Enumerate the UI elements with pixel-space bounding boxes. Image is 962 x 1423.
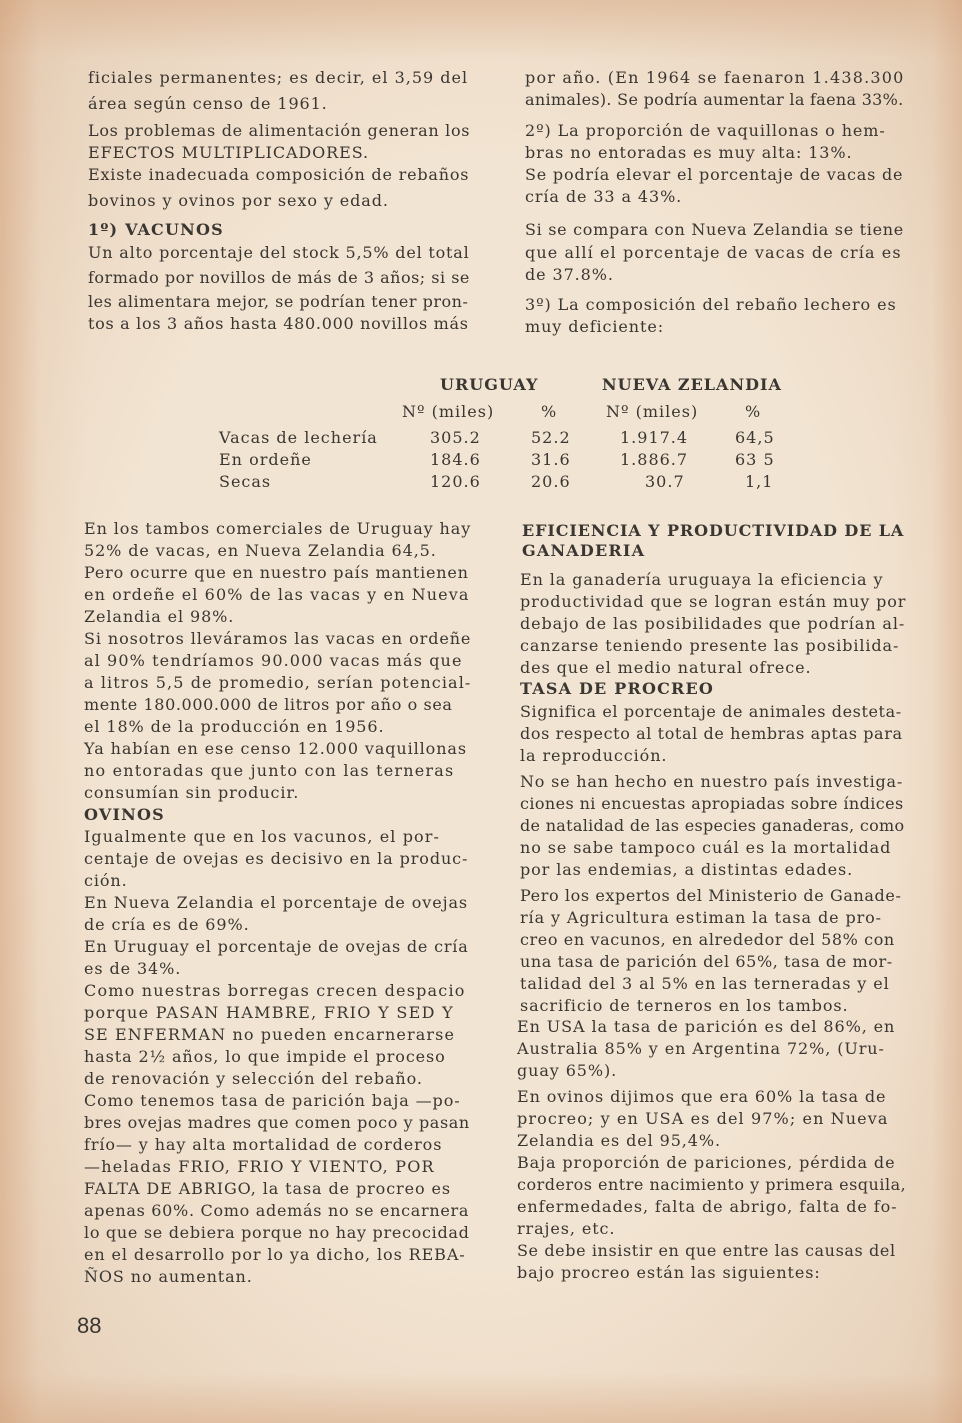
right-bottom-line: talidad del 3 al 5% en las terneradas y el: [520, 974, 890, 993]
right-top-line-9: de 37.8%.: [525, 265, 614, 284]
left-bottom-line: ÑOS no aumentan.: [84, 1267, 253, 1286]
right-bottom-line: En ovinos dijimos que era 60% la tasa de: [517, 1087, 887, 1106]
table-cell: 63 5: [735, 450, 775, 469]
right-top-line-7: Si se compara con Nueva Zelandia se tiene: [525, 220, 904, 239]
left-bottom-line: ción.: [84, 871, 128, 890]
table-row-label: Vacas de lechería: [219, 428, 378, 447]
left-bottom-line: —heladas FRIO, FRIO Y VIENTO, POR: [84, 1157, 435, 1176]
right-bottom-line: de natalidad de las especies ganaderas, como: [520, 816, 905, 835]
right-bottom-line: No se han hecho en nuestro país investiga-: [520, 772, 904, 791]
left-bottom-line: En Nueva Zelandia el porcentaje de ovejas: [84, 893, 469, 912]
table-col-nz-pct: %: [745, 402, 762, 421]
table-header-uruguay: URUGUAY: [440, 375, 539, 394]
right-bottom-line: Australia 85% y en Argentina 72%, (Uru-: [517, 1039, 885, 1058]
left-top-line-10: les alimentara mejor, se podrían tener pron-: [88, 292, 469, 311]
left-bottom-line: porque PASAN HAMBRE, FRIO Y SED Y: [84, 1003, 454, 1022]
right-bottom-line: por las endemias, a distintas edades.: [520, 860, 854, 879]
right-bottom-line: no se sabe tampoco cuál es la mortalidad: [520, 838, 892, 857]
right-bottom-line: enfermedades, falta de abrigo, falta de fo-: [517, 1197, 898, 1216]
right-bottom-line: creo en vacunos, en alrededor del 58% con: [520, 930, 895, 949]
left-bottom-line: Si nosotros lleváramos las vacas en ordeñe: [84, 629, 472, 648]
left-bottom-line: hasta 2½ años, lo que impide el proceso: [84, 1047, 446, 1066]
right-top-line-5: Se podría elevar el porcentaje de vacas de: [525, 165, 904, 184]
table-cell: 1.917.4: [620, 428, 689, 447]
left-bottom-line: el 18% de la producción en 1956.: [84, 717, 385, 736]
table-row-label: Secas: [219, 472, 272, 491]
table-cell: 184.6: [430, 450, 481, 469]
right-bottom-line: ría y Agricultura estiman la tasa de pro-: [520, 908, 882, 927]
left-bottom-line: frío— y hay alta mortalidad de corderos: [84, 1135, 443, 1154]
left-bottom-line: Zelandia el 98%.: [84, 607, 235, 626]
right-bottom-line: sacrificio de terneros en los tambos.: [520, 996, 849, 1015]
left-bottom-line: centaje de ovejas es decisivo en la produc-: [84, 849, 469, 868]
left-top-line-2: área según censo de 1961.: [88, 94, 328, 113]
left-bottom-line: de renovación y selección del rebaño.: [84, 1069, 423, 1088]
right-top-line-2: animales). Se podría aumentar la faena 33%.: [525, 90, 904, 109]
table-cell: 52.2: [531, 428, 571, 447]
left-bottom-line: Como nuestras borregas crecen despacio: [84, 981, 466, 1000]
left-bottom-line: Como tenemos tasa de parición baja —po-: [84, 1091, 461, 1110]
right-top-line-4: bras no entoradas es muy alta: 13%.: [525, 143, 853, 162]
left-bottom-line: lo que se debiera porque no hay precocidad: [84, 1223, 470, 1242]
left-bottom-line: apenas 60%. Como además no se encarnera: [84, 1201, 470, 1220]
left-top-line-6: bovinos y ovinos por sexo y edad.: [88, 191, 389, 210]
left-bottom-line: consumían sin producir.: [84, 783, 300, 802]
right-bottom-line: Significa el porcentaje de animales desteta-: [520, 702, 902, 721]
left-top-line-9: formado por novillos de más de 3 años; si se: [88, 268, 470, 287]
right-top-line-1: por año. (En 1964 se faenaron 1.438.300: [525, 68, 905, 87]
right-bottom-line: ciones ni encuestas apropiadas sobre índices: [520, 794, 904, 813]
section-heading-eficiencia-2: GANADERIA: [522, 541, 646, 560]
section-heading-eficiencia: EFICIENCIA Y PRODUCTIVIDAD DE LA: [522, 521, 905, 540]
left-bottom-line: SE ENFERMAN no pueden encarnerarse: [84, 1025, 456, 1044]
left-bottom-line: mente 180.000.000 de litros por año o sea: [84, 695, 453, 714]
table-header-nueva-zelandia: NUEVA ZELANDIA: [602, 375, 782, 394]
right-bottom-line: guay 65%).: [517, 1061, 618, 1080]
right-bottom-line: des que el medio natural ofrece.: [520, 658, 812, 677]
table-cell: 305.2: [430, 428, 481, 447]
right-bottom-line: la reproducción.: [520, 746, 668, 765]
ovinos-heading: OVINOS: [84, 805, 165, 824]
right-bottom-line: rrajes, etc.: [517, 1219, 616, 1238]
left-bottom-line: Pero ocurre que en nuestro país mantienen: [84, 563, 469, 582]
left-bottom-line: En los tambos comerciales de Uruguay hay: [84, 519, 472, 538]
table-cell: 1,1: [745, 472, 774, 491]
left-top-line-4: EFECTOS MULTIPLICADORES.: [88, 143, 369, 162]
right-top-line-6: cría de 33 a 43%.: [525, 187, 683, 206]
table-cell: 31.6: [531, 450, 571, 469]
left-bottom-line: en ordeñe el 60% de las vacas y en Nueva: [84, 585, 470, 604]
left-top-line-11: tos a los 3 años hasta 480.000 novillos más: [88, 314, 469, 333]
table-cell: 30.7: [645, 472, 685, 491]
left-top-line-1: ficiales permanentes; es decir, el 3,59 del: [88, 68, 469, 87]
right-bottom-line: En USA la tasa de parición es del 86%, en: [517, 1017, 896, 1036]
right-bottom-line: En la ganadería uruguaya la eficiencia y: [520, 570, 884, 589]
left-bottom-line: Igualmente que en los vacunos, el por-: [84, 827, 441, 846]
right-bottom-line: Baja proporción de pariciones, pérdida de: [517, 1153, 896, 1172]
left-bottom-line: de cría es de 69%.: [84, 915, 250, 934]
table-cell: 64,5: [735, 428, 775, 447]
table-col-uruguay-miles: Nº (miles): [402, 402, 495, 421]
right-bottom-line: una tasa de parición del 65%, tasa de mor-: [520, 952, 893, 971]
right-bottom-line: bajo procreo están las siguientes:: [517, 1263, 821, 1282]
table-cell: 20.6: [531, 472, 571, 491]
right-bottom-line: dos respecto al total de hembras aptas para: [520, 724, 903, 743]
right-bottom-line: procreo; y en USA es del 97%; en Nueva: [517, 1109, 889, 1128]
right-bottom-line: Zelandia es del 95,4%.: [517, 1131, 721, 1150]
vacunos-heading: 1º) VACUNOS: [88, 220, 224, 239]
left-top-line-5: Existe inadecuada composición de rebaños: [88, 165, 470, 184]
right-top-line-11: muy deficiente:: [525, 317, 664, 336]
right-bottom-line: canzarse teniendo presente las posibilida-: [520, 636, 900, 655]
right-top-line-10: 3º) La composición del rebaño lechero es: [525, 295, 897, 314]
left-bottom-line: En Uruguay el porcentaje de ovejas de cría: [84, 937, 469, 956]
table-row-label: En ordeñe: [219, 450, 312, 469]
left-bottom-line: FALTA DE ABRIGO, la tasa de procreo es: [84, 1179, 451, 1198]
table-col-uruguay-pct: %: [541, 402, 558, 421]
right-top-line-3: 2º) La proporción de vaquillonas o hem-: [525, 121, 886, 140]
left-top-line-8: Un alto porcentaje del stock 5,5% del total: [88, 243, 470, 262]
left-bottom-line: Ya habían en ese censo 12.000 vaquillonas: [84, 739, 467, 758]
left-bottom-line: 52% de vacas, en Nueva Zelandia 64,5.: [84, 541, 437, 560]
right-bottom-line: corderos entre nacimiento y primera esquila,: [517, 1175, 907, 1194]
left-bottom-line: en el desarrollo por lo ya dicho, los REBA-: [84, 1245, 466, 1264]
table-col-nz-miles: Nº (miles): [606, 402, 699, 421]
left-bottom-line: no entoradas que junto con las terneras: [84, 761, 455, 780]
left-bottom-line: al 90% tendríamos 90.000 vacas más que: [84, 651, 463, 670]
right-top-line-8: que allí el porcentaje de vacas de cría es: [525, 243, 902, 262]
table-cell: 1.886.7: [620, 450, 689, 469]
right-bottom-line: Pero los expertos del Ministerio de Ganade-: [520, 886, 902, 905]
left-bottom-line: a litros 5,5 de promedio, serían potencial-: [84, 673, 472, 692]
left-bottom-line: es de 34%.: [84, 959, 182, 978]
table-cell: 120.6: [430, 472, 481, 491]
section-heading-tasa-de-procreo: TASA DE PROCREO: [520, 679, 715, 698]
right-bottom-line: Se debe insistir en que entre las causas del: [517, 1241, 896, 1260]
right-bottom-line: debajo de las posibilidades que podrían al-: [520, 614, 906, 633]
page-number: 88: [77, 1313, 102, 1338]
right-bottom-line: productividad que se logran están muy por: [520, 592, 907, 611]
left-top-line-3: Los problemas de alimentación generan los: [88, 121, 471, 140]
left-bottom-line: bres ovejas madres que comen poco y pasan: [84, 1113, 470, 1132]
